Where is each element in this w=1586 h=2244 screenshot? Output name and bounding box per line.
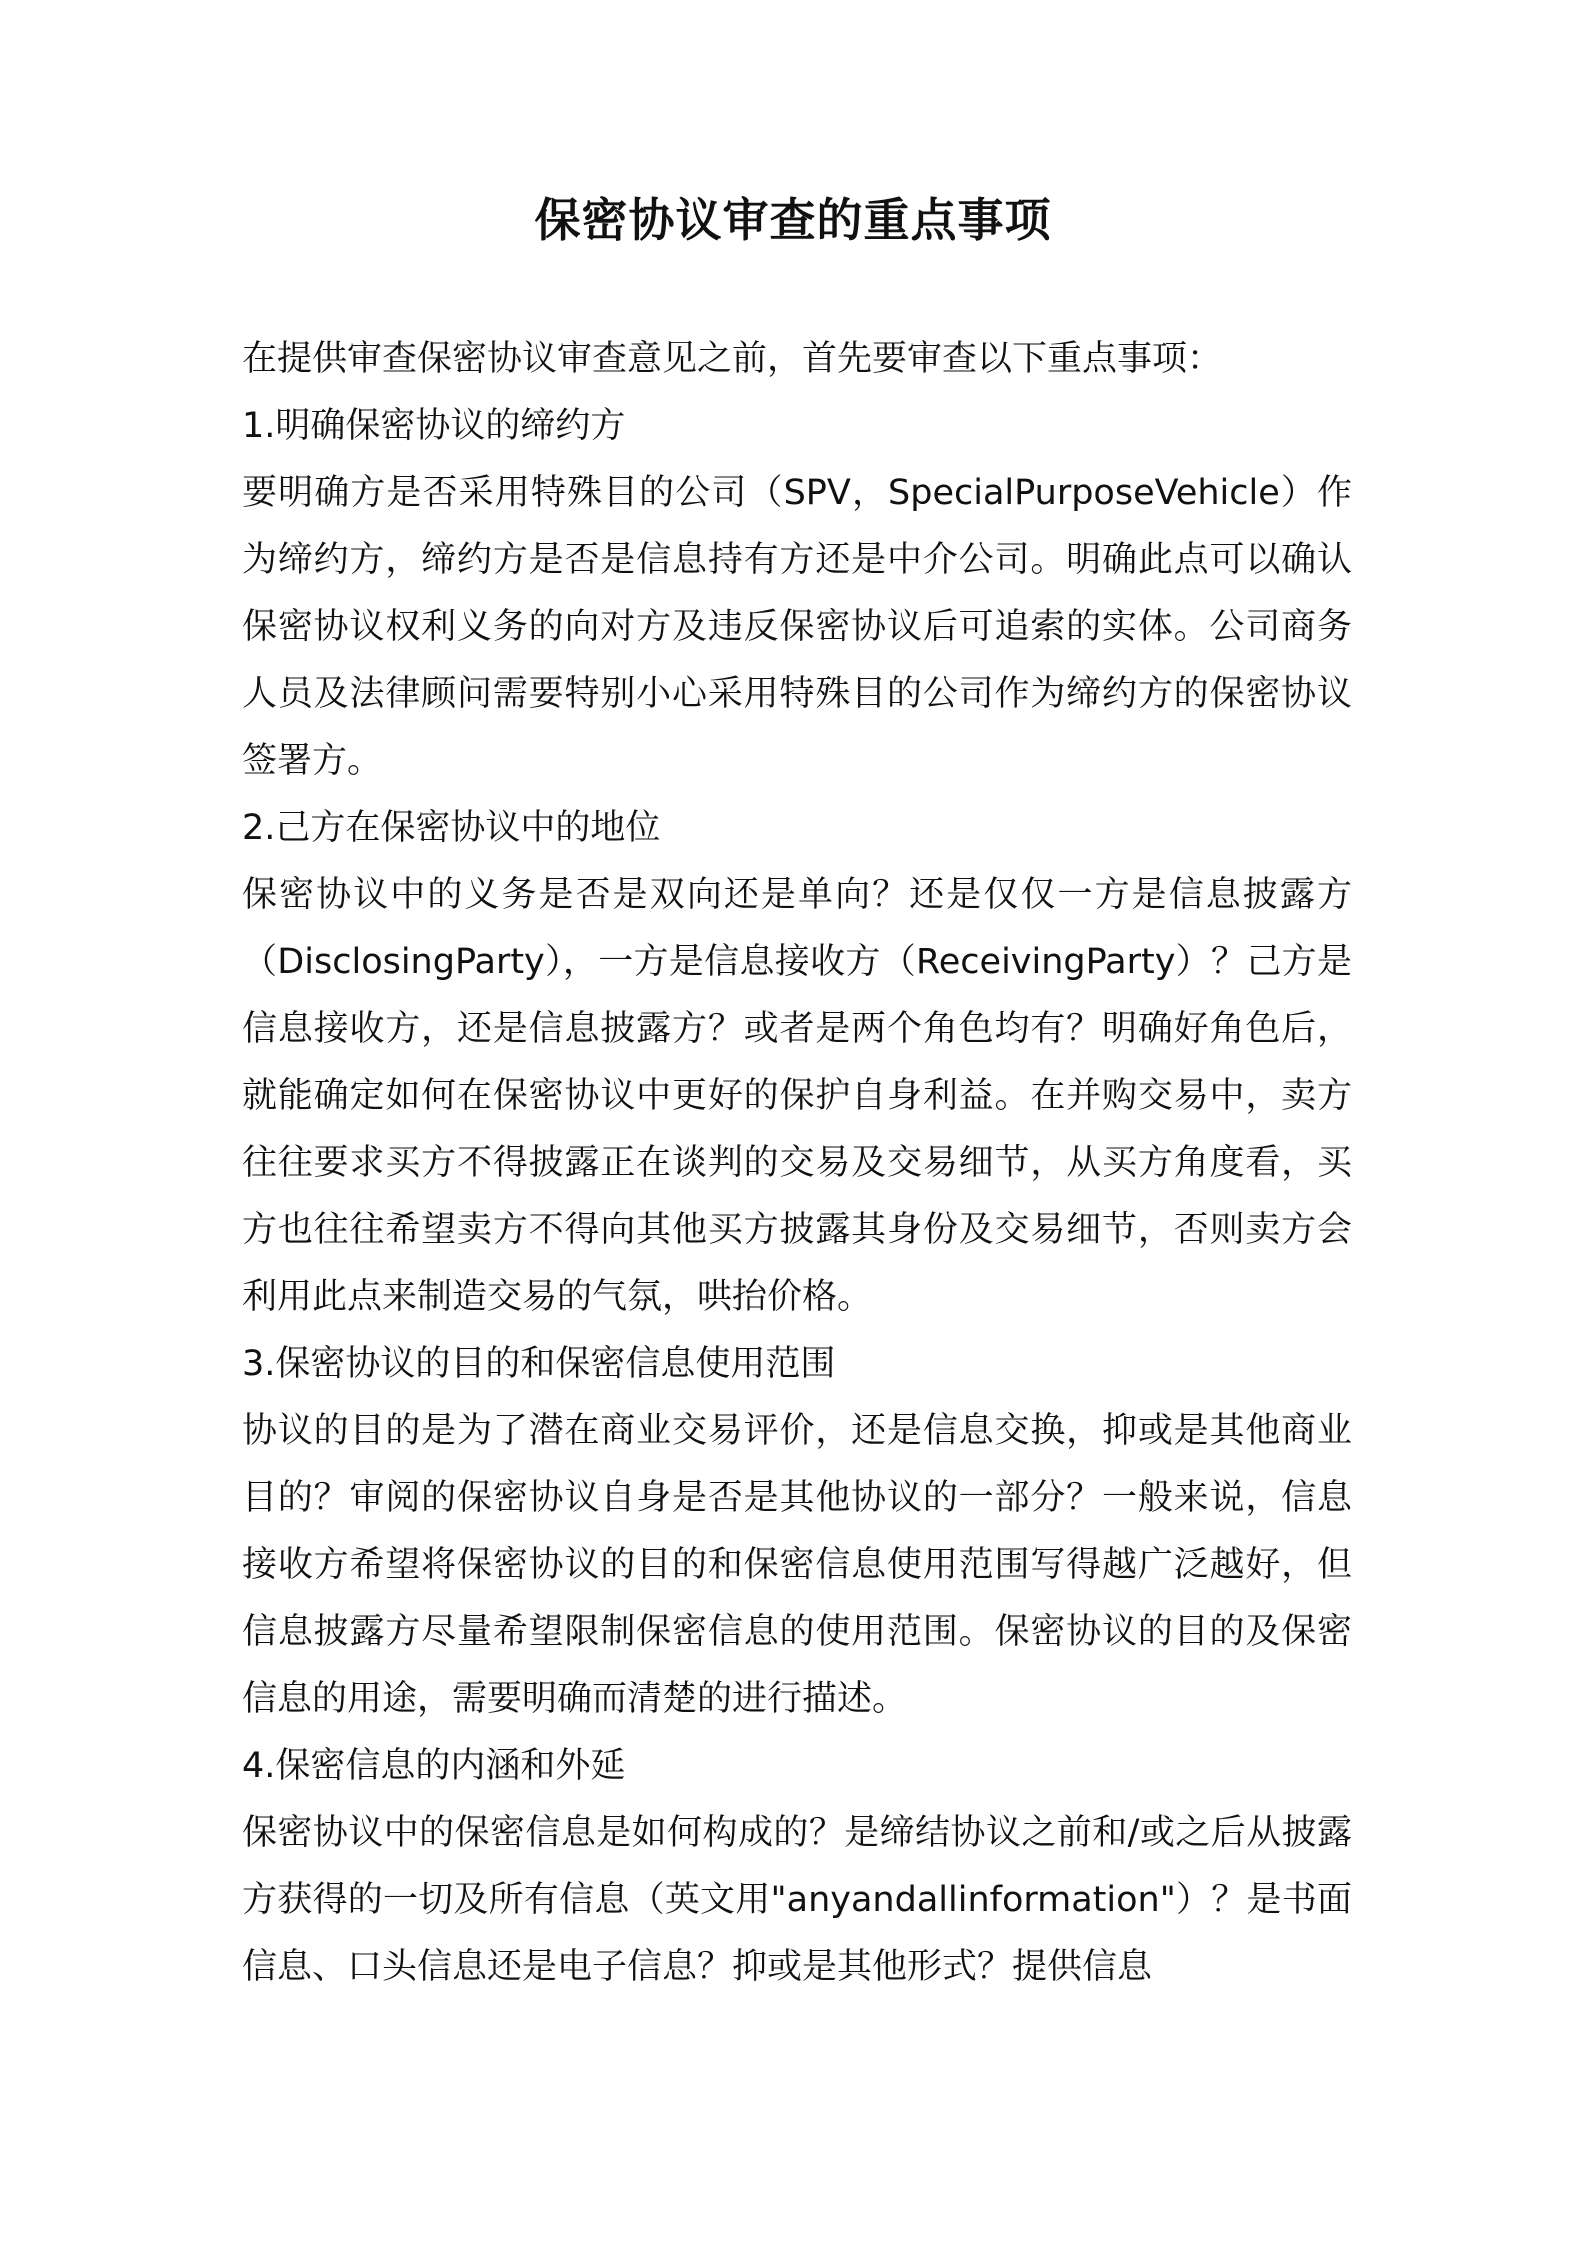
section-body-4: 保密协议中的保密信息是如何构成的？是缔结协议之前和/或之后从披露方获得的一切及所有信息（英文用"anyandallinformation"）？是书面信息、口头信息还是电子信息？抑或是其他形式？提供信息 — [242, 1813, 1352, 1987]
intro-paragraph: 在提供审查保密协议审查意见之前，首先要审查以下重点事项： — [242, 339, 1223, 379]
section-body-2: 保密协议中的义务是否是双向还是单向？还是仅仅一方是信息披露方（DisclosingParty），一方是信息接收方（ReceivingParty）？己方是信息接收方，还是信息披露方？或者是两个角色均有？明确好角色后，就能确定如何在保密协议中更好的保护自身利益。在并购交易中，卖方往往要求买方不得披露正在谈判的交易及交易细节，从买方角度看，买方也往往希望卖方不得向其他买方披露其身份及交易细节，否则卖方会利用此点来制造交易的气氛，哄抬价格。 — [242, 875, 1352, 1317]
section-heading-3: 3.保密协议的目的和保密信息使用范围 — [242, 1344, 836, 1384]
section-heading-2: 2.己方在保密协议中的地位 — [242, 808, 661, 848]
section-body-1: 要明确方是否采用特殊目的公司（SPV，SpecialPurposeVehicle）作为缔约方，缔约方是否是信息持有方还是中介公司。明确此点可以确认保密协议权利义务的向对方及违反保密协议后可追索的实体。公司商务人员及法律顾问需要特别小心采用特殊目的公司作为缔约方的保密协议签署方。 — [242, 473, 1352, 781]
section-heading-1: 1.明确保密协议的缔约方 — [242, 406, 626, 446]
document-title: 保密协议审查的重点事项 — [534, 193, 1052, 247]
section-body-3: 协议的目的是为了潜在商业交易评价，还是信息交换，抑或是其他商业目的？审阅的保密协议自身是否是其他协议的一部分？一般来说，信息接收方希望将保密协议的目的和保密信息使用范围写得越广泛越好，但信息披露方尽量希望限制保密信息的使用范围。保密协议的目的及保密信息的用途，需要明确而清楚的进行描述。 — [242, 1411, 1352, 1719]
document-body — [242, 326, 1352, 2001]
section-heading-4: 4.保密信息的内涵和外延 — [242, 1746, 626, 1786]
